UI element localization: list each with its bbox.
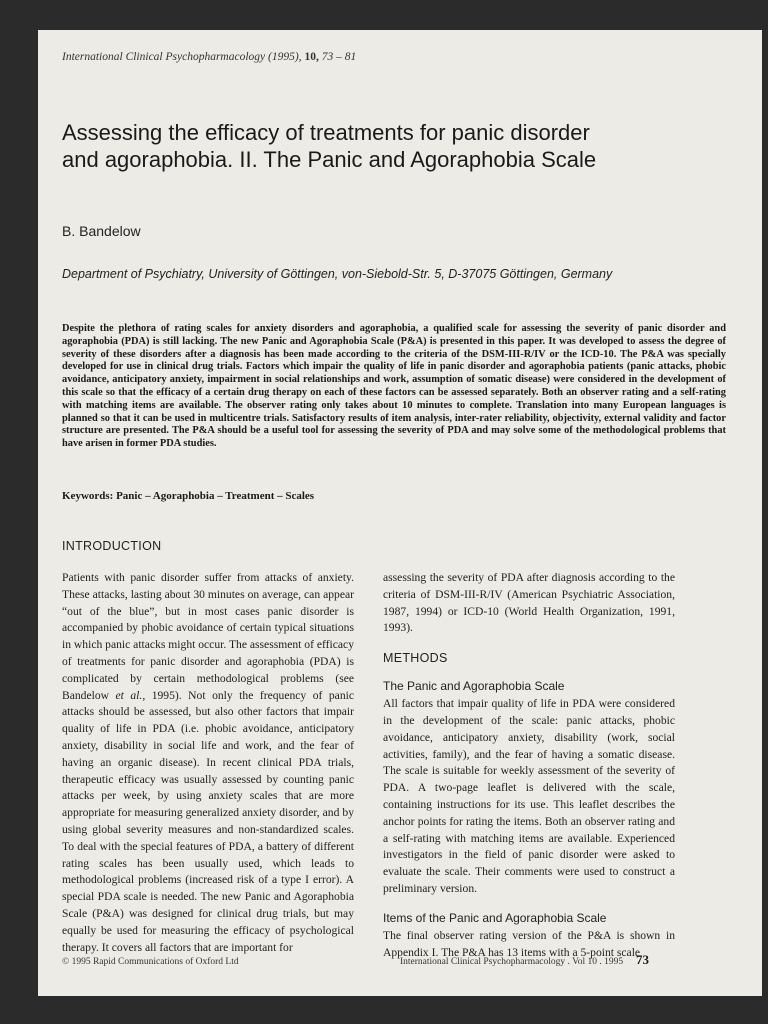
subheading-panic-agoraphobia-scale: The Panic and Agoraphobia Scale — [383, 679, 565, 694]
paper-page — [38, 30, 762, 996]
journal-year: (1995), — [268, 51, 302, 63]
page-number: 73 — [636, 952, 649, 967]
introduction-paragraph-continued: assessing the severity of PDA after diagnosis according to the criteria of DSM-III-R/IV (American Psychiatric Association, 1987, 1994) or ICD-10 (World Health Organization, 1991, 1993). — [383, 571, 675, 635]
journal-volume: 10, — [304, 51, 319, 63]
introduction-paragraph: Patients with panic disorder suffer from attacks of anxiety. These attacks, lasting about 30 minutes on average, can appear “out of the blue”, but in most cases panic disorder is accompanied by phobic avoidance of certain typical situations in which panic attacks might occur. The assessment of efficacy of treatments for panic disorder and agoraphobia (PDA) is complicated by certain methodological problems (see Bandelow et al., 1995). Not only the frequency of panic attacks should be assessed, but also other factors that impair quality of life in PDA (i.e. phobic avoidance, anticipatory anxiety, disability in social life and work, and the fear of having an organic disease). In recent clinical PDA trials, therapeutic efficacy was usually assessed by counting panic attacks per week, by using anxiety scales that are more appropriate for measuring generalized anxiety disorder, and by using global severity measures and non-standardized scales. To deal with the special features of PDA, a battery of different rating scales has been usually used, which leads to methodological problems (increased risk of a type I error). A special PDA scale is needed. The new Panic and Agoraphobia Scale (P&A) was designed for clinical drug trials, but may equally be used for measuring the efficacy of psychological therapy. It covers all factors that are important for — [62, 571, 354, 954]
right-column — [383, 570, 675, 961]
journal-reference — [62, 51, 356, 63]
author-affiliation: Department of Psychiatry, University of Göttingen, von-Siebold-Str. 5, D-37075 Göttingen, Germany — [62, 267, 613, 281]
methods-heading: METHODS — [383, 651, 448, 666]
journal-pages: 73 – 81 — [321, 51, 357, 63]
methods-paragraph-1: All factors that impair quality of life in PDA were considered in the development of the scale: panic attacks, phobic avoidance, anticipatory anxiety, disability (work, social activities, family), and the fear of having a somatic disease. The scale is suitable for weekly assessment of the severity of PDA. A two-page leaflet is delivered with the scale, containing instructions for its use. This leaflet describes the anchor points for rating the items. Both an observer rating and a self-rating with matching items are available. Experienced investigators in the field of panic disorder were asked to evaluate the scale. Their comments were used to construct a preliminary version. — [383, 697, 675, 895]
methods-paragraph-2: The final observer rating version of the P&A is shown in Appendix I. The P&A has 13 items with a 5-point scale — [383, 928, 675, 959]
keywords: Keywords: Panic – Agoraphobia – Treatment – Scales — [62, 490, 315, 502]
abstract: Despite the plethora of rating scales for anxiety disorders and agoraphobia, a qualified scale for assessing the severity of panic disorder and agoraphobia (PDA) is still lacking. The new Panic and Agoraphobia Scale (P&A) is presented in this paper. It was developed to assess the degree of severity of these disorders after a diagnosis has been made according to the criteria of the DSM-III-R/IV or the ICD-10. The P&A was specially developed for use in clinical drug trials. Factors which impair the quality of life in panic disorder and agoraphobia patients (panic attacks, phobic avoidance, anticipatory anxiety, impairment in social relationships and work, assumption of somatic disease) were considered in the development of this scale so that the efficacy of a certain drug therapy on each of these factors can be assessed separately. Both an observer rating and a self-rating with matching items are available. The observer rating only takes about 10 minutes to complete. Translation into many European languages is planned so that it can be used in multicentre trials. Satisfactory results of item analysis, inter-rater reliability, objectivity, external validity and factor structure are presented. The P&A should be a useful tool for assessing the severity of PDA and may solve some of the methodological problems that have arisen in former PDA studies. — [62, 323, 726, 450]
subheading-items: Items of the Panic and Agoraphobia Scale — [383, 910, 607, 925]
copyright-footer: © 1995 Rapid Communications of Oxford Ltd — [62, 957, 239, 967]
journal-name: International Clinical Psychopharmacology — [62, 51, 266, 63]
journal-footer: International Clinical Psychopharmacology . Vol 10 . 1995 — [400, 957, 624, 967]
paper-title: Assessing the efficacy of treatments for panic disorder and agoraphobia. II. The Panic and Agoraphobia Scale — [62, 120, 597, 172]
author-name: B. Bandelow — [62, 223, 141, 239]
introduction-heading: INTRODUCTION — [62, 539, 162, 553]
left-column — [62, 539, 354, 956]
